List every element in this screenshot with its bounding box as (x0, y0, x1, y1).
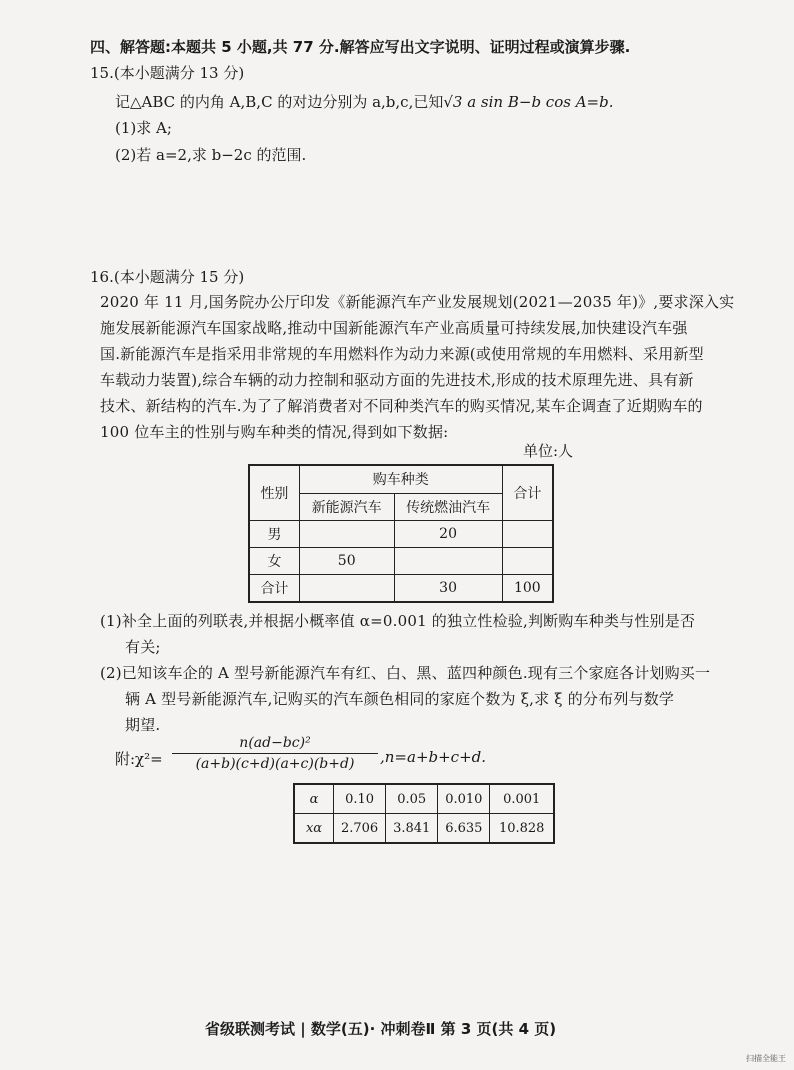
x-alpha-value: 6.635 (438, 814, 490, 844)
cell-fuel: 30 (394, 575, 502, 603)
header-car-type: 购车种类 (299, 465, 502, 493)
q16-part2-line: 期望. (125, 716, 161, 734)
fraction-numerator: n(ad−bc)² (239, 735, 311, 751)
q16-paragraph-line: 100 位车主的性别与购车种类的情况,得到如下数据: (100, 423, 449, 441)
alpha-value: 0.010 (438, 784, 490, 814)
row-label: 男 (249, 521, 299, 548)
header-total: 合计 (502, 465, 553, 521)
table-row (249, 521, 553, 548)
x-alpha-value: 10.828 (490, 814, 554, 844)
x-alpha-label: xα (294, 814, 334, 844)
fraction-bar (172, 753, 378, 754)
q16-paragraph-line: 2020 年 11 月,国务院办公厅印发《新能源汽车产业发展规划(2021—2035 年)》,要求深入实 (100, 293, 735, 311)
header-new-energy: 新能源汽车 (299, 493, 394, 521)
contingency-table (248, 464, 554, 603)
q16-part1-line: 有关; (125, 638, 161, 656)
cell-total (502, 521, 553, 548)
cell-total: 100 (502, 575, 553, 603)
q16-part1-line: (1)补全上面的列联表,并根据小概率值 α=0.001 的独立性检验,判断购车种类与性别是否 (100, 612, 696, 630)
alpha-value: 0.05 (386, 784, 438, 814)
q15-stem-text: 记△ABC 的内角 A,B,C 的对边分别为 a,b,c,已知 (115, 93, 444, 111)
q16-part2-line: (2)已知该车企的 A 型号新能源汽车有红、白、黑、蓝四种颜色.现有三个家庭各计划购买一 (100, 664, 711, 682)
formula-tail: ,n=a+b+c+d. (380, 748, 487, 766)
section-heading: 四、解答题:本题共 5 小题,共 77 分.解答应写出文字说明、证明过程或演算步骤. (90, 38, 631, 56)
x-alpha-value: 2.706 (334, 814, 386, 844)
appendix-label: 附:χ²= (115, 750, 163, 768)
cell-new (299, 521, 394, 548)
page-footer: 省级联测考试 | 数学(五)· 冲刺卷Ⅱ 第 3 页(共 4 页) (205, 1020, 557, 1038)
cell-fuel (394, 548, 502, 575)
alpha-value: 0.001 (490, 784, 554, 814)
x-alpha-value: 3.841 (386, 814, 438, 844)
q15-title: 15.(本小题满分 13 分) (90, 64, 245, 82)
row-label: 合计 (249, 575, 299, 603)
table-row (294, 784, 554, 814)
cell-total (502, 548, 553, 575)
alpha-value: 0.10 (334, 784, 386, 814)
table-row (249, 575, 553, 603)
q15-part2: (2)若 a=2,求 b−2c 的范围. (115, 146, 307, 164)
q16-paragraph-line: 国.新能源汽车是指采用非常规的车用燃料作为动力来源(或使用常规的车用燃料、采用新型 (100, 345, 704, 363)
scanner-logo: 扫描全能王 (746, 1054, 786, 1063)
chi-square-fraction (172, 735, 378, 772)
table-row (294, 814, 554, 844)
cell-fuel: 20 (394, 521, 502, 548)
table-unit-label: 单位:人 (523, 442, 574, 460)
q16-paragraph-line: 施发展新能源汽车国家战略,推动中国新能源汽车产业高质量可持续发展,加快建设汽车强 (100, 319, 688, 337)
q16-title: 16.(本小题满分 15 分) (90, 268, 245, 286)
row-label: 女 (249, 548, 299, 575)
q15-part1: (1)求 A; (115, 119, 172, 137)
q15-stem-formula: √3 a sin B−b cos A=b. (443, 93, 614, 111)
fraction-denominator: (a+b)(c+d)(a+c)(b+d) (195, 756, 355, 772)
cell-new: 50 (299, 548, 394, 575)
table-row (249, 548, 553, 575)
q16-paragraph-line: 技术、新结构的汽车.为了了解消费者对不同种类汽车的购买情况,某车企调查了近期购车的 (100, 397, 703, 415)
header-fuel: 传统燃油汽车 (394, 493, 502, 521)
cell-new (299, 575, 394, 603)
q15-stem (115, 91, 613, 112)
alpha-label: α (294, 784, 334, 814)
q16-paragraph-line: 车载动力装置),综合车辆的动力控制和驱动方面的先进技术,形成的技术原理先进、具有新 (100, 371, 694, 389)
header-gender: 性别 (249, 465, 299, 521)
q16-part2-line: 辆 A 型号新能源汽车,记购买的汽车颜色相同的家庭个数为 ξ,求 ξ 的分布列与数学 (125, 690, 675, 708)
critical-values-table (293, 783, 555, 844)
